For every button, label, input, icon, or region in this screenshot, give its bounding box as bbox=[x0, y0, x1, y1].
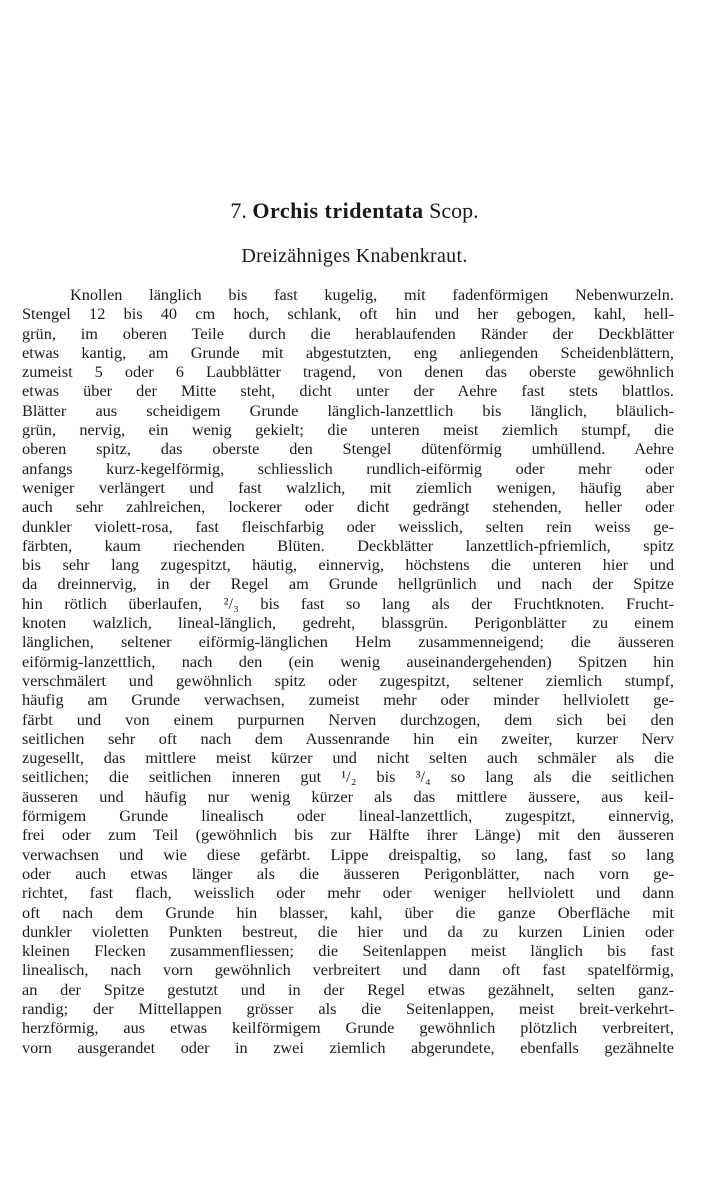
text-line: Blätter aus scheidigem Grunde länglich-lanzettlich bis länglich, bläulich- bbox=[22, 400, 674, 420]
common-name: Dreizähniges Knabenkraut. bbox=[241, 245, 468, 267]
text-line: vorn ausgerandet oder in zwei ziemlich abgerundete, ebenfalls gezähnelte bbox=[22, 1037, 674, 1057]
text-line: seitlichen; die seitlichen inneren gut ¹/₂ bis ³/₄ so lang als die seitlichen bbox=[22, 767, 674, 787]
text-line: zumeist 5 oder 6 Laubblätter tragend, von denen das oberste gewöhnlich bbox=[22, 362, 674, 382]
text-line: randig; der Mittellappen grösser als die Seitenlappen, meist breit-verkehrt- bbox=[22, 998, 674, 1018]
text-line: dunkler violett-rosa, fast fleischfarbig oder weisslich, selten rein weiss ge- bbox=[22, 516, 674, 536]
text-line: verschmälert und gewöhnlich spitz oder zugespitzt, seltener ziemlich stumpf, bbox=[22, 670, 674, 690]
description-paragraph bbox=[22, 285, 674, 1057]
text-line: oft nach dem Grunde hin blasser, kahl, über die ganze Oberfläche mit bbox=[22, 902, 674, 922]
text-line: grün, im oberen Teile durch die herablaufenden Ränder der Deckblätter bbox=[22, 323, 674, 343]
text-line: färbt und von einem purpurnen Nerven durchzogen, dem sich bei den bbox=[22, 709, 674, 729]
text-line: herzförmig, aus etwas keilförmigem Grunde gewöhnlich plötzlich verbreitert, bbox=[22, 1018, 674, 1038]
text-line: länglichen, seltener eiförmig-länglichen Helm zusammenneigend; die äusseren bbox=[22, 632, 674, 652]
text-line: weniger verlängert und fast walzlich, mit ziemlich wenigen, häufig aber bbox=[22, 477, 674, 497]
text-line: färbten, kaum riechenden Blüten. Deckblätter lanzettlich-pfriemlich, spitz bbox=[22, 535, 674, 555]
text-line: zugesellt, das mittlere meist kürzer und nicht selten auch schmäler als die bbox=[22, 748, 674, 768]
text-line: an der Spitze gestutzt und in der Regel etwas gezähnelt, selten ganz- bbox=[22, 979, 674, 999]
text-line: oder auch etwas länger als die äusseren Perigonblätter, nach vorn ge- bbox=[22, 863, 674, 883]
text-line: knoten walzlich, lineal-länglich, gedreht, blassgrün. Perigonblätter zu einem bbox=[22, 613, 674, 633]
text-line: linealisch, nach vorn gewöhnlich verbreitert und dann oft fast spatelförmig, bbox=[22, 960, 674, 980]
section-heading bbox=[0, 197, 709, 225]
text-line: frei oder zum Teil (gewöhnlich bis zur Hälfte ihrer Länge) mit den äusseren bbox=[22, 825, 674, 845]
section-number: 7. bbox=[230, 198, 247, 223]
text-line: etwas über der Mitte steht, dicht unter der Aehre fast stets blattlos. bbox=[22, 381, 674, 401]
text-line: auch sehr zahlreichen, lockerer oder dicht gedrängt stehenden, heller oder bbox=[22, 497, 674, 517]
text-line: bis sehr lang zugespitzt, häutig, einnervig, höchstens die unteren hier und bbox=[22, 555, 674, 575]
text-line: grün, nervig, ein wenig gekielt; die unteren meist ziemlich stumpf, die bbox=[22, 420, 674, 440]
text-line: richtet, fast flach, weisslich oder mehr oder weniger hellviolett und dann bbox=[22, 883, 674, 903]
text-line: förmigem Grunde linealisch oder lineal-lanzettlich, zugespitzt, einnervig, bbox=[22, 806, 674, 826]
text-line: oberen spitz, das oberste den Stengel dütenförmig umhüllend. Aehre bbox=[22, 439, 674, 459]
text-line: hin rötlich überlaufen, ²/₃ bis fast so lang als der Fruchtknoten. Frucht- bbox=[22, 593, 674, 613]
text-line: dunkler violetten Punkten bestreut, die hier und da zu kurzen Linien oder bbox=[22, 921, 674, 941]
text-line: Knollen länglich bis fast kugelig, mit fadenförmigen Nebenwurzeln. bbox=[70, 285, 674, 304]
text-line: kleinen Flecken zusammenfliessen; die Seitenlappen meist länglich bis fast bbox=[22, 941, 674, 961]
text-line: äusseren und häufig nur wenig kürzer als das mittlere äussere, aus keil- bbox=[22, 786, 674, 806]
text-line: etwas kantig, am Grunde mit abgestutzten, eng anliegenden Scheidenblättern, bbox=[22, 342, 674, 362]
species-name: Orchis tridentata bbox=[252, 198, 424, 223]
species-author: Scop. bbox=[429, 198, 479, 223]
text-line: anfangs kurz-kegelförmig, schliesslich rundlich-eiförmig oder mehr oder bbox=[22, 458, 674, 478]
text-line: eiförmig-lanzettlich, nach den (ein wenig auseinandergehenden) Spitzen hin bbox=[22, 651, 674, 671]
text-line: da dreinnervig, in der Regel am Grunde hellgrünlich und nach der Spitze bbox=[22, 574, 674, 594]
text-line: verwachsen und wie diese gefärbt. Lippe dreispaltig, so lang, fast so lang bbox=[22, 844, 674, 864]
text-line: Stengel 12 bis 40 cm hoch, schlank, oft hin und her gebogen, kahl, hell- bbox=[22, 304, 674, 324]
text-line: seitlichen sehr oft nach dem Aussenrande hin ein zweiter, kurzer Nerv bbox=[22, 728, 674, 748]
text-line: häufig am Grunde verwachsen, zumeist mehr oder minder hellviolett ge- bbox=[22, 690, 674, 710]
